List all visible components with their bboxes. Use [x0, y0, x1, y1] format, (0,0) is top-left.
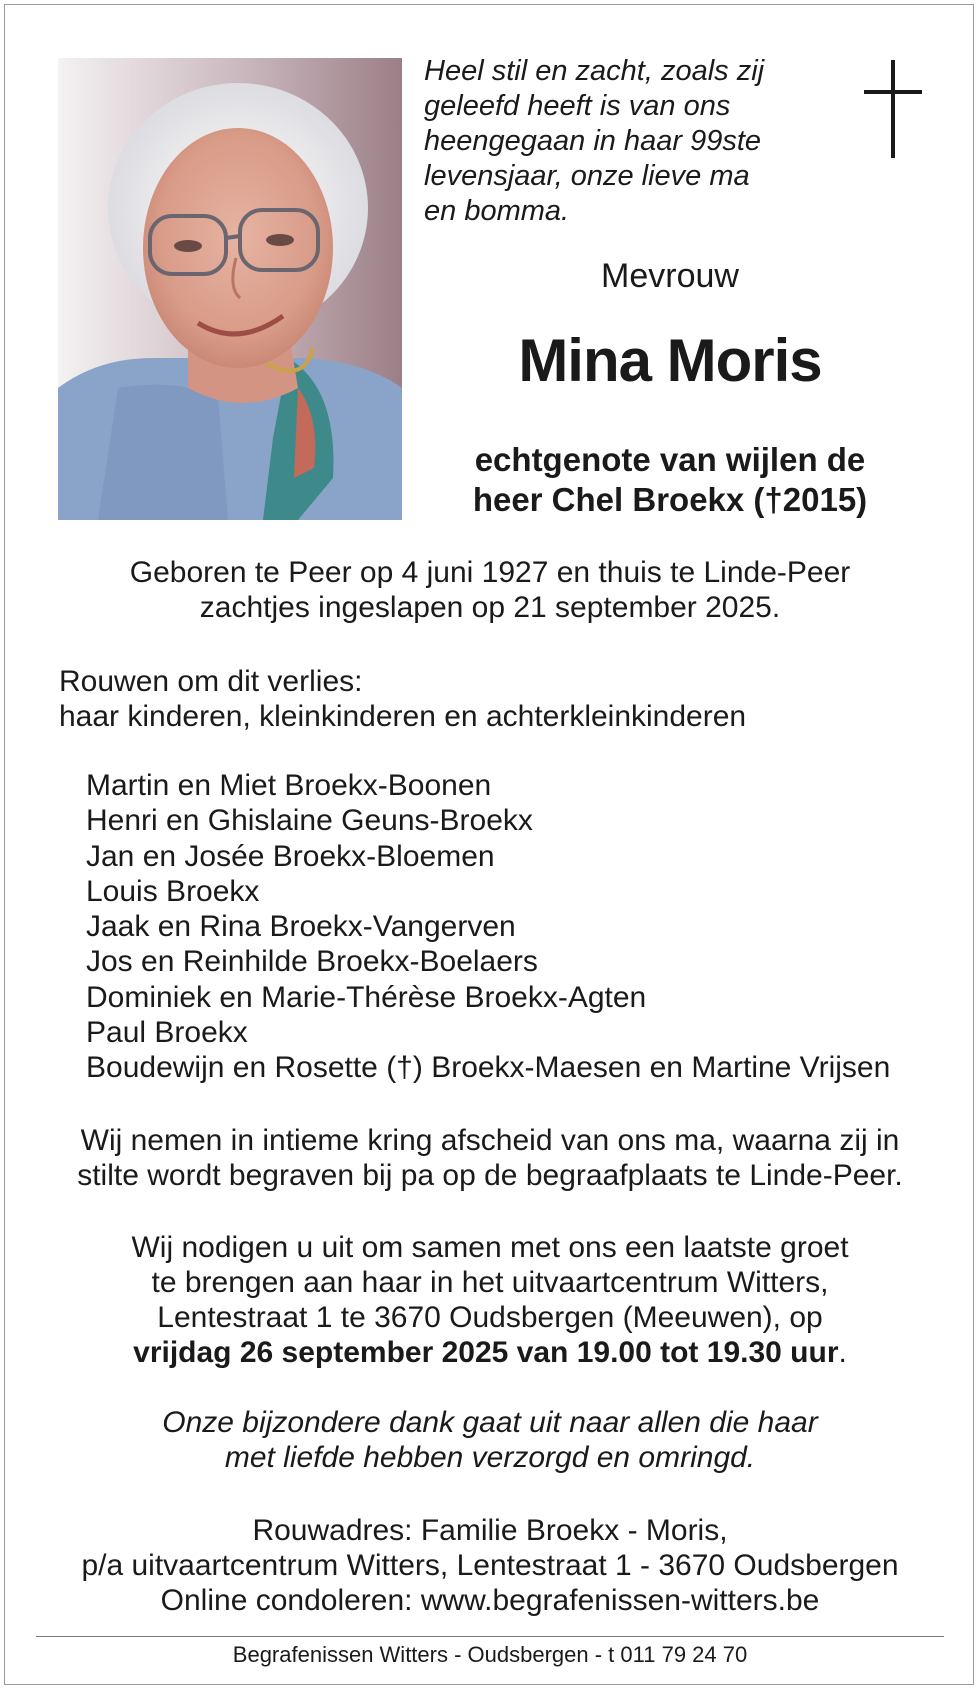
verse-line: en bomma.	[424, 195, 570, 227]
mourners-intro	[59, 664, 959, 734]
thanks-line: met liefde hebben verzorgd en omringd.	[224, 1441, 756, 1474]
honorific: Mevrouw	[601, 257, 739, 295]
thanks-line: Onze bijzondere dank gaat uit naar allen die haar	[162, 1406, 818, 1439]
spouse-info	[420, 440, 920, 520]
address-line: Rouwadres: Familie Broekx - Moris,	[252, 1514, 728, 1547]
list-item: Louis Broekx	[86, 874, 260, 908]
invitation-line: Lentestraat 1 te 3670 Oudsbergen (Meeuwen), op	[157, 1301, 823, 1334]
farewell-line: stilte wordt begraven bij pa op de begraafplaats te Linde-Peer.	[77, 1159, 903, 1192]
farewell-text	[30, 1123, 950, 1193]
list-item: Boudewijn en Rosette (†) Broekx-Maesen en Martine Vrijsen	[86, 1051, 891, 1085]
visitation-line	[30, 1335, 950, 1370]
spouse-line: echtgenote van wijlen de	[474, 441, 866, 478]
invitation-text	[30, 1230, 950, 1370]
list-item: Jan en Josée Broekx-Bloemen	[86, 839, 495, 873]
address-block	[30, 1513, 950, 1618]
mourners-line: Rouwen om dit verlies:	[59, 665, 363, 698]
farewell-line: Wij nemen in intieme kring afscheid van ons ma, waarna zij in	[80, 1124, 900, 1157]
address-line: p/a uitvaartcentrum Witters, Lentestraat 1 - 3670 Oudsbergen	[81, 1549, 899, 1582]
portrait-photo	[58, 58, 402, 520]
birth-death-info	[30, 555, 950, 625]
footer-text: Begrafenissen Witters - Oudsbergen - t 011 79 24 70	[232, 1642, 748, 1667]
visitation-time: vrijdag 26 september 2025 van 19.00 tot 19.30 uur	[133, 1336, 839, 1369]
opening-verse	[424, 54, 804, 229]
verse-line: heengegaan in haar 99ste	[424, 125, 762, 157]
list-item: Jos en Reinhilde Broekx-Boelaers	[86, 945, 538, 979]
list-item: Dominiek en Marie-Thérèse Broekx-Agten	[86, 980, 647, 1014]
thanks-text	[30, 1405, 950, 1475]
cross-icon	[864, 60, 922, 160]
verse-line: geleefd heeft is van ons	[424, 90, 731, 122]
invitation-line: Wij nodigen u uit om samen met ons een laatste groet	[131, 1231, 849, 1264]
list-item: Paul Broekx	[86, 1016, 248, 1050]
list-item: Henri en Ghislaine Geuns-Broekx	[86, 804, 533, 838]
divider	[36, 1636, 944, 1637]
mourners-line: haar kinderen, kleinkinderen en achterkleinkinderen	[59, 700, 747, 733]
verse-line: levensjaar, onze lieve ma	[424, 160, 750, 192]
invitation-line: te brengen aan haar in het uitvaartcentrum Witters,	[151, 1266, 829, 1299]
list-item: Martin en Miet Broekx-Boonen	[86, 769, 492, 802]
condolence-link[interactable]: Online condoleren: www.begrafenissen-witters.be	[160, 1584, 820, 1617]
spouse-line: heer Chel Broekx (†2015)	[472, 481, 868, 518]
list-item: Jaak en Rina Broekx-Vangerven	[86, 910, 516, 944]
children-list	[86, 768, 966, 1086]
verse-line: Heel stil en zacht, zoals zij	[424, 55, 765, 87]
birth-death-line: zachtjes ingeslapen op 21 september 2025.	[199, 591, 781, 624]
deceased-name: Mina Moris	[518, 327, 822, 394]
visitation-end: .	[838, 1336, 847, 1369]
birth-death-line: Geboren te Peer op 4 juni 1927 en thuis te Linde-Peer	[129, 556, 851, 589]
